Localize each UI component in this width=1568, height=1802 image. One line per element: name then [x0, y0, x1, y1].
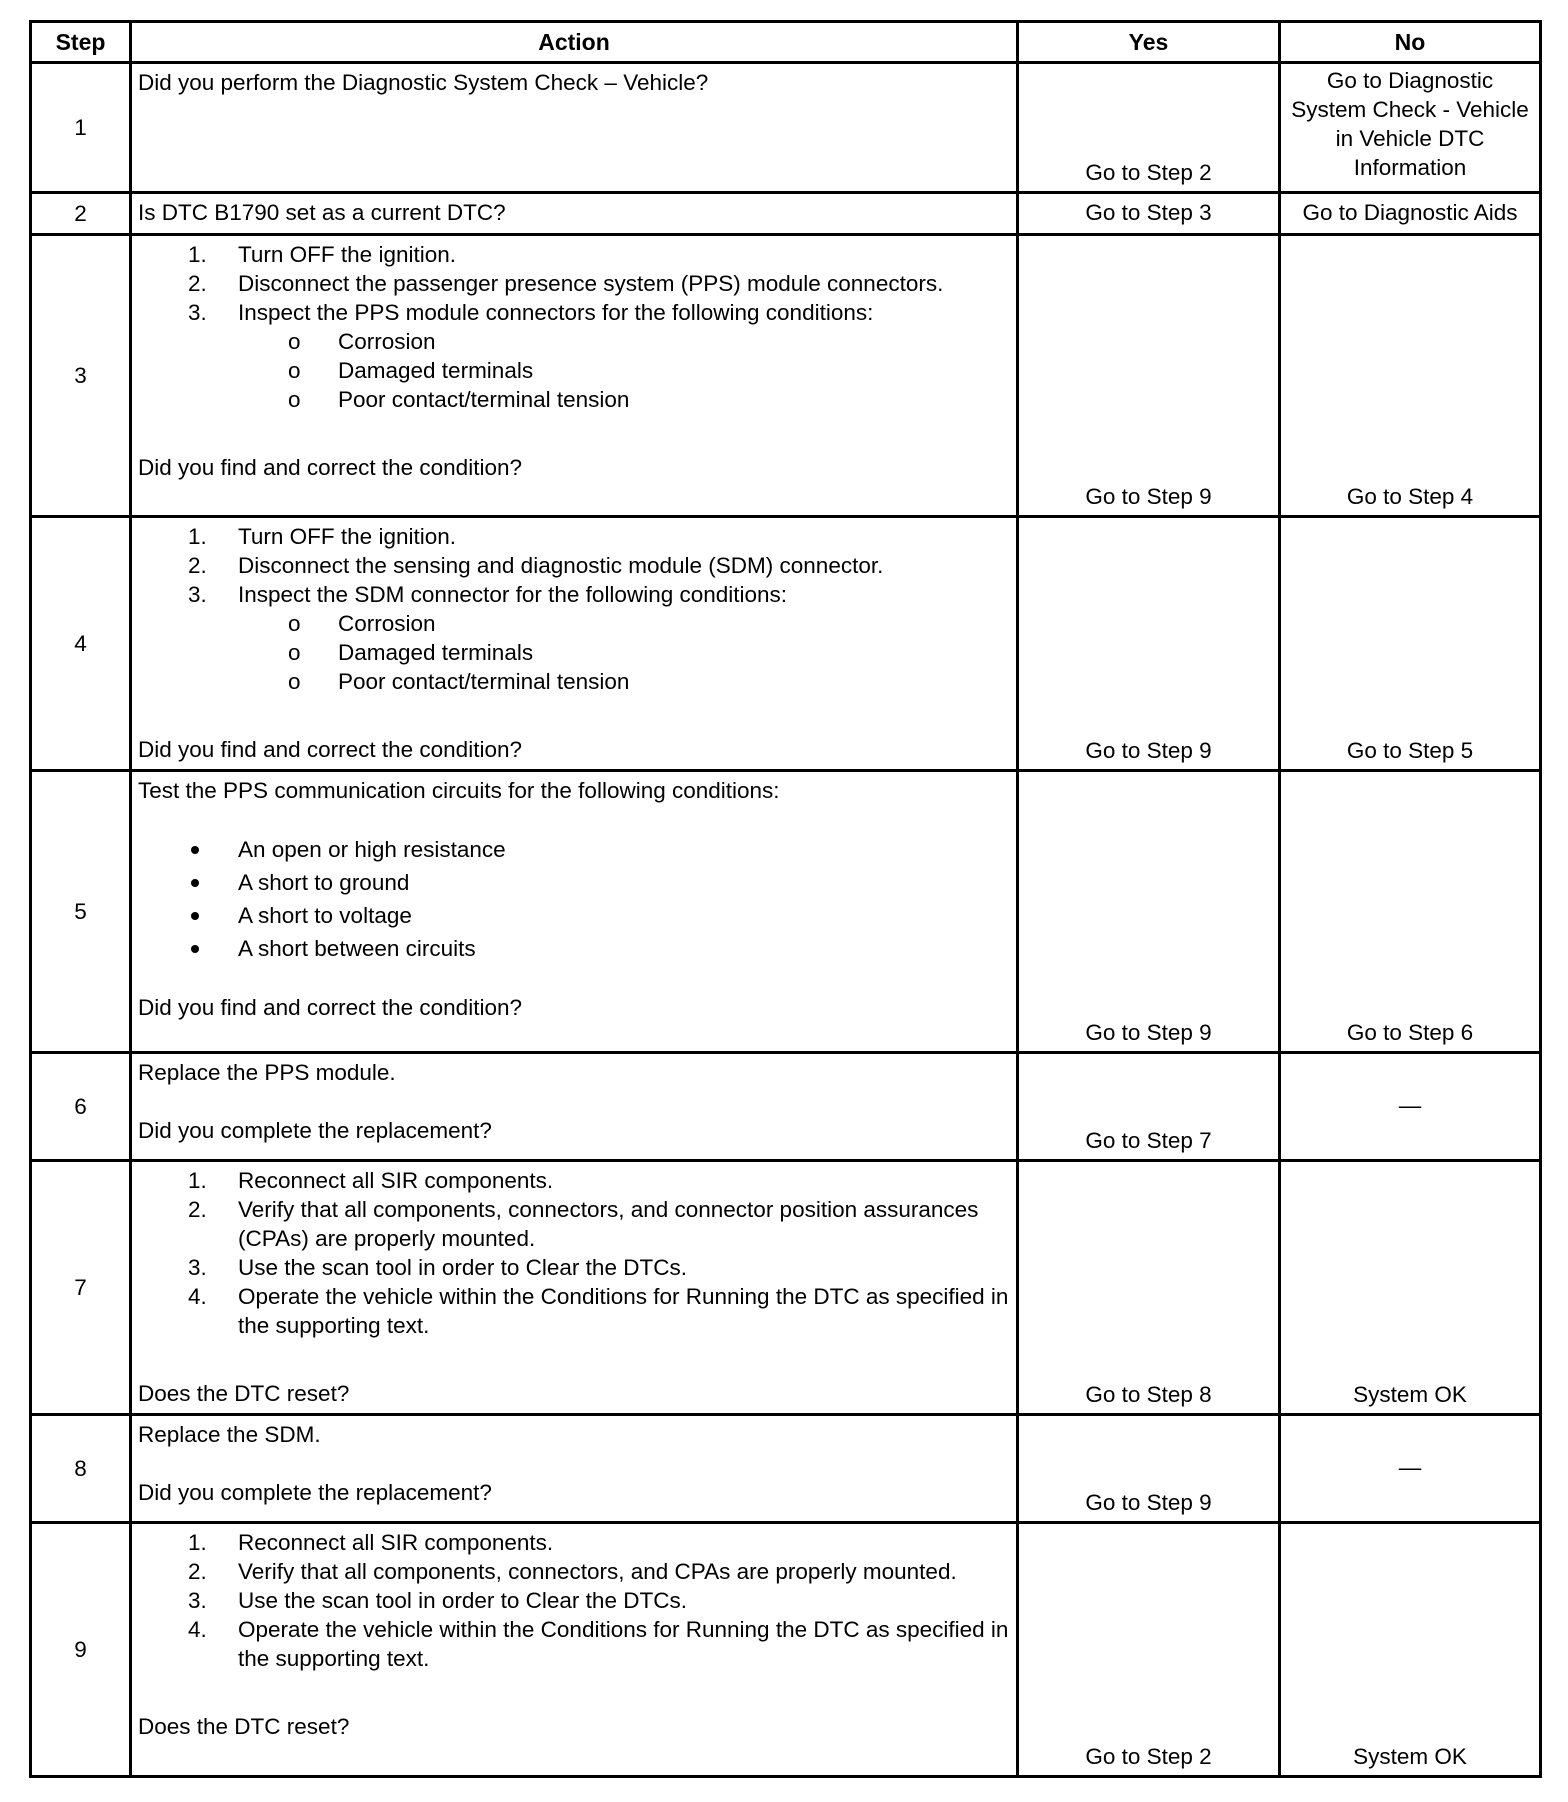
table-row [31, 235, 1541, 517]
action-cell [131, 1161, 1018, 1415]
procedure-list [138, 240, 1010, 327]
yes-cell: Go to Step 9 [1018, 1415, 1280, 1523]
action-text: Replace the PPS module. [138, 1060, 396, 1085]
yes-cell: Go to Step 2 [1018, 63, 1280, 193]
no-cell: Go to Step 5 [1280, 517, 1541, 771]
action-text: Test the PPS communication circuits for the following conditions: [138, 778, 780, 803]
list-item: o Damaged terminals [288, 640, 534, 665]
table-row [31, 1523, 1541, 1777]
action-cell [131, 193, 1018, 235]
no-cell: Go to Step 6 [1280, 771, 1541, 1053]
table-row [31, 771, 1541, 1053]
list-item: A short between circuits [138, 932, 1010, 965]
yes-cell: Go to Step 9 [1018, 771, 1280, 1053]
no-cell: Go to Diagnostic Aids [1280, 193, 1541, 235]
no-cell: — [1280, 1415, 1541, 1523]
list-item: An open or high resistance [138, 833, 1010, 866]
no-cell: — [1280, 1053, 1541, 1161]
table-row [31, 1053, 1541, 1161]
no-cell: System OK [1280, 1523, 1541, 1777]
table-row [31, 193, 1541, 235]
diagnostic-table [29, 20, 1542, 1778]
list-item: 1. Turn OFF the ignition. [188, 242, 457, 267]
action-text: Did you perform the Diagnostic System Check – Vehicle? [138, 70, 709, 95]
action-cell [131, 771, 1018, 1053]
yes-cell: Go to Step 7 [1018, 1053, 1280, 1161]
question-text: Did you complete the replacement? [138, 1118, 492, 1143]
procedure-list [138, 1528, 1010, 1673]
no-cell: System OK [1280, 1161, 1541, 1415]
action-text: Replace the SDM. [138, 1422, 321, 1447]
no-cell: Go to Diagnostic System Check - Vehicle in Vehicle DTC Information [1280, 63, 1541, 193]
question-text: Did you complete the replacement? [138, 1480, 492, 1505]
list-item: 3. Use the scan tool in order to Clear the DTCs. [188, 1255, 687, 1280]
list-item: o Corrosion [288, 611, 436, 636]
list-item: 1. Turn OFF the ignition. [188, 524, 457, 549]
condition-list [138, 833, 1010, 965]
step-number: 2 [31, 193, 131, 235]
list-item: o Corrosion [288, 329, 436, 354]
action-text: Is DTC B1790 set as a current DTC? [138, 200, 506, 225]
step-number: 7 [31, 1161, 131, 1415]
list-item: 3. Use the scan tool in order to Clear the DTCs. [188, 1588, 687, 1613]
action-cell [131, 1523, 1018, 1777]
table-row [31, 1161, 1541, 1415]
list-item: o Poor contact/terminal tension [288, 387, 630, 412]
step-number: 4 [31, 517, 131, 771]
action-cell [131, 517, 1018, 771]
action-cell [131, 1415, 1018, 1523]
list-item: 3. Inspect the SDM connector for the following conditions: [188, 582, 788, 607]
yes-cell: Go to Step 8 [1018, 1161, 1280, 1415]
header-yes: Yes [1018, 22, 1280, 63]
list-item: o Poor contact/terminal tension [288, 669, 630, 694]
question-text: Does the DTC reset? [138, 1714, 350, 1739]
header-action: Action [131, 22, 1018, 63]
action-cell [131, 1053, 1018, 1161]
header-row [31, 22, 1541, 63]
yes-cell: Go to Step 9 [1018, 235, 1280, 517]
list-item: 4. Operate the vehicle within the Conditions for Running the DTC as specified in the supporting text. [188, 1284, 1009, 1338]
list-item: 2. Disconnect the sensing and diagnostic module (SDM) connector. [188, 553, 884, 578]
step-number: 6 [31, 1053, 131, 1161]
action-cell [131, 63, 1018, 193]
list-item: 2. Verify that all components, connectors, and CPAs are properly mounted. [188, 1559, 957, 1584]
list-item: o Damaged terminals [288, 358, 534, 383]
step-number: 1 [31, 63, 131, 193]
list-item: A short to ground [138, 866, 1010, 899]
list-item: 2. Verify that all components, connectors, and connector position assurances (CPAs) are properly mounted. [188, 1197, 979, 1251]
yes-cell: Go to Step 3 [1018, 193, 1280, 235]
list-item: A short to voltage [138, 899, 1010, 932]
header-step: Step [31, 22, 131, 63]
condition-list [138, 609, 1010, 696]
question-text: Did you find and correct the condition? [138, 455, 522, 480]
list-item: 3. Inspect the PPS module connectors for the following conditions: [188, 300, 874, 325]
action-cell [131, 235, 1018, 517]
no-cell: Go to Step 4 [1280, 235, 1541, 517]
table-row [31, 517, 1541, 771]
table-row [31, 1415, 1541, 1523]
condition-list [138, 327, 1010, 414]
question-text: Did you find and correct the condition? [138, 995, 522, 1020]
table-row [31, 63, 1541, 193]
yes-cell: Go to Step 9 [1018, 517, 1280, 771]
yes-cell: Go to Step 2 [1018, 1523, 1280, 1777]
list-item: 1. Reconnect all SIR components. [188, 1168, 554, 1193]
procedure-list [138, 522, 1010, 609]
list-item: 1. Reconnect all SIR components. [188, 1530, 554, 1555]
question-text: Does the DTC reset? [138, 1381, 350, 1406]
step-number: 3 [31, 235, 131, 517]
question-text: Did you find and correct the condition? [138, 737, 522, 762]
list-item: 4. Operate the vehicle within the Conditions for Running the DTC as specified in the supporting text. [188, 1617, 1009, 1671]
header-no: No [1280, 22, 1541, 63]
step-number: 5 [31, 771, 131, 1053]
procedure-list [138, 1166, 1010, 1340]
step-number: 9 [31, 1523, 131, 1777]
list-item: 2. Disconnect the passenger presence system (PPS) module connectors. [188, 271, 944, 296]
step-number: 8 [31, 1415, 131, 1523]
